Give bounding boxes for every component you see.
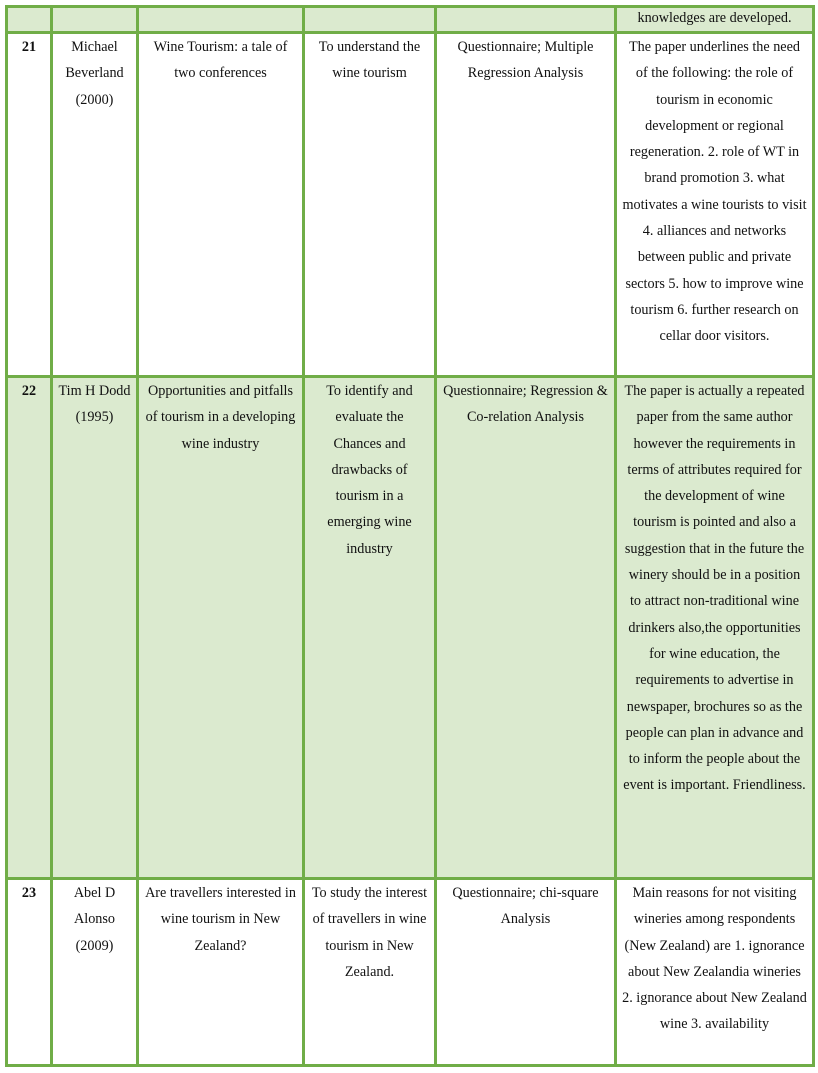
cell-title: Are travellers interested in wine tourism in New Zealand?: [138, 879, 304, 1066]
cell-objective: To identify and evaluate the Chances and drawbacks of tourism in a emerging wine industry: [304, 377, 436, 879]
cell-no: 23: [7, 879, 52, 1066]
cell-objective: To study the interest of travellers in wine tourism in New Zealand.: [304, 879, 436, 1066]
cell-findings: Main reasons for not visiting wineries among respondents (New Zealand) are 1. ignorance about New Zealandia wineries 2. ignorance about New Zealand wine 3. availability: [616, 879, 814, 1066]
cell-objective: To understand the wine tourism: [304, 33, 436, 377]
cell-findings: The paper is actually a repeated paper from the same author however the requirements in terms of attributes required for the development of wine tourism is pointed and also a suggestion that in the future the winery should be in a position to attract non-traditional wine drinkers also,the opportunities for wine education, the requirements to advertise in newspaper, brochures so as the people can plan in advance and to inform the people about the event is important. Friendliness.: [616, 377, 814, 879]
table-row: [7, 377, 814, 879]
cell-title: [138, 7, 304, 33]
cell-no: 22: [7, 377, 52, 879]
cell-method: Questionnaire; Regression & Co-relation Analysis: [436, 377, 616, 879]
table-row: [7, 879, 814, 1066]
cell-author: [52, 7, 138, 33]
cell-title: Wine Tourism: a tale of two conferences: [138, 33, 304, 377]
literature-review-table: [5, 5, 815, 1067]
cell-author: Tim H Dodd (1995): [52, 377, 138, 879]
cell-no: 21: [7, 33, 52, 377]
table-row: [7, 33, 814, 377]
cell-method: [436, 7, 616, 33]
findings-text: knowledges are developed.: [637, 10, 792, 26]
cell-method: Questionnaire; Multiple Regression Analysis: [436, 33, 616, 377]
cell-findings: The paper underlines the need of the following: the role of tourism in economic development or regional regeneration. 2. role of WT in brand promotion 3. what motivates a wine tourists to visit 4. alliances and networks between public and private sectors 5. how to improve wine tourism 6. further research on cellar door visitors.: [616, 33, 814, 377]
cell-objective: [304, 7, 436, 33]
cell-method: Questionnaire; chi-square Analysis: [436, 879, 616, 1066]
cell-author: Michael Beverland (2000): [52, 33, 138, 377]
cell-title: Opportunities and pitfalls of tourism in a developing wine industry: [138, 377, 304, 879]
cell-findings: [616, 7, 814, 33]
continuation-row: [7, 7, 814, 33]
cell-author: Abel D Alonso (2009): [52, 879, 138, 1066]
cell-no: [7, 7, 52, 33]
